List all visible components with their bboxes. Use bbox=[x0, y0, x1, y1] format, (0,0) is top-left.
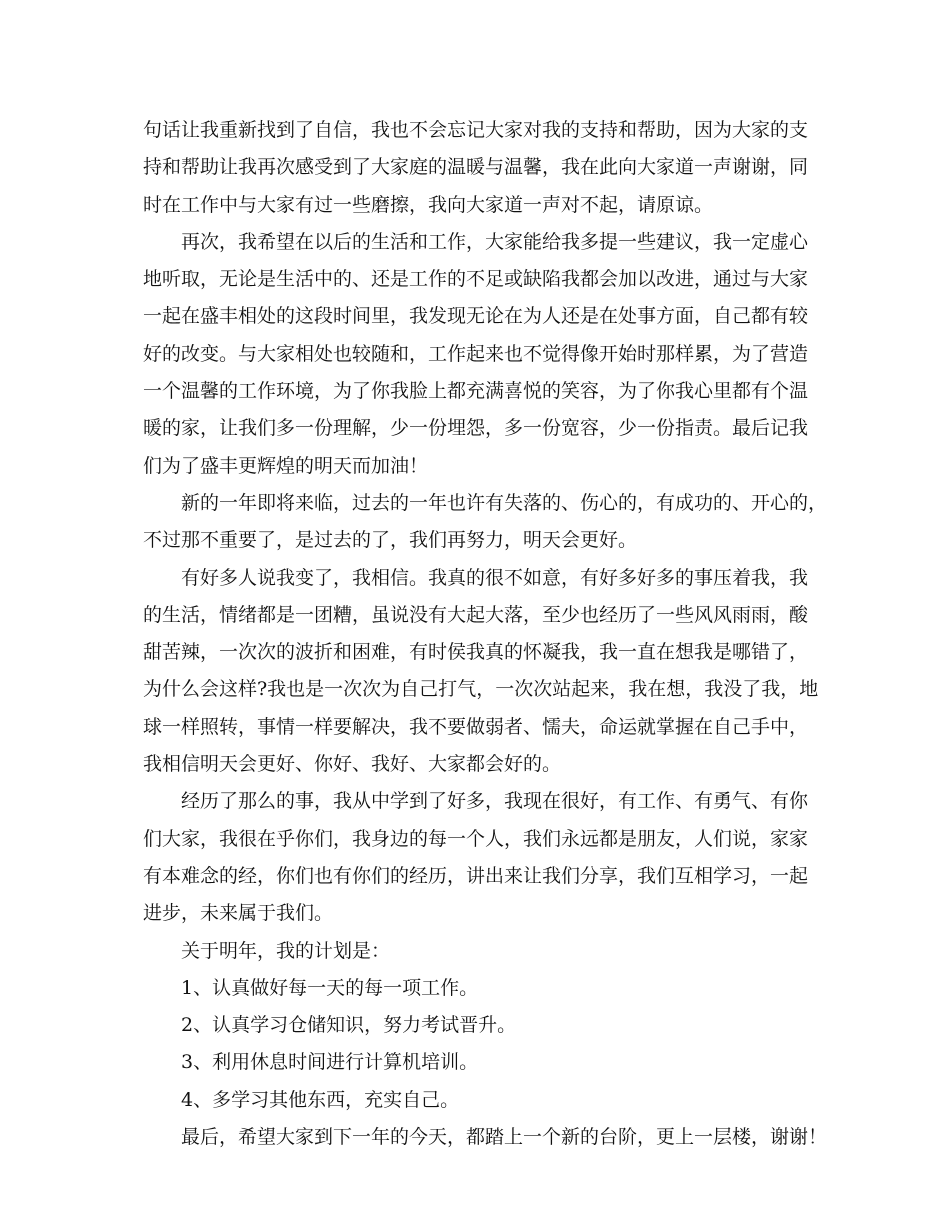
document-body bbox=[143, 112, 828, 1156]
paragraph-line: 我相信明天会更好、你好、我好、大家都会好的。 bbox=[143, 753, 562, 776]
paragraph-line: 暖的家，让我们多一份理解，少一份埋怨，多一份宽容，少一份指责。最后记我 bbox=[143, 417, 809, 440]
paragraph-line: 再次，我希望在以后的生活和工作，大家能给我多提一些建议，我一定虚心 bbox=[181, 230, 809, 253]
paragraph-line: 甜苦辣，一次次的波折和困难，有时侯我真的怀凝我，我一直在想我是哪错了， bbox=[143, 641, 809, 664]
plan-intro: 关于明年，我的计划是： bbox=[181, 939, 391, 962]
paragraph-line: 时在工作中与大家有过一些磨擦，我向大家道一声对不起，请原谅。 bbox=[143, 193, 714, 216]
paragraph-line: 为什么会这样?我也是一次次为自己打气，一次次站起来，我在想，我没了我，地 bbox=[143, 678, 819, 701]
paragraph-line: 一起在盛丰相处的这段时间里，我发现无论在为人还是在处事方面，自己都有较 bbox=[143, 305, 809, 328]
plan-item: 1、认真做好每一天的每一项工作。 bbox=[181, 976, 479, 999]
paragraph-line: 句话让我重新找到了自信，我也不会忘记大家对我的支持和帮助，因为大家的支 bbox=[143, 119, 809, 141]
paragraph-line: 的生活，情绪都是一团糟，虽说没有大起大落，至少也经历了一些风风雨雨，酸 bbox=[143, 603, 809, 626]
paragraph-line: 有好多人说我变了，我相信。我真的很不如意，有好多好多的事压着我，我 bbox=[181, 566, 809, 589]
paragraph-line: 好的改变。与大家相处也较随和，工作起来也不觉得像开始时那样累，为了营造 bbox=[143, 342, 809, 365]
paragraph-line: 持和帮助让我再次感受到了大家庭的温暖与温馨，我在此向大家道一声谢谢，同 bbox=[143, 156, 809, 179]
paragraph-line: 球一样照转，事情一样要解决，我不要做弱者、懦夫，命运就掌握在自己手中， bbox=[143, 715, 809, 738]
paragraph-line: 新的一年即将来临，过去的一年也许有失落的、伤心的，有成功的、开心的， bbox=[181, 491, 828, 514]
paragraph-line: 有本难念的经，你们也有你们的经历，讲出来让我们分享，我们互相学习，一起 bbox=[143, 864, 809, 887]
closing-line: 最后，希望大家到下一年的今天，都踏上一个新的台阶，更上一层楼，谢谢！ bbox=[181, 1126, 828, 1149]
paragraph-line: 不过那不重要了，是过去的了，我们再努力，明天会更好。 bbox=[143, 529, 638, 552]
plan-item: 4、多学习其他东西，充实自己。 bbox=[181, 1088, 460, 1111]
plan-item: 3、利用休息时间进行计算机培训。 bbox=[181, 1051, 479, 1074]
paragraph-line: 一个温馨的工作环境，为了你我脸上都充满喜悦的笑容，为了你我心里都有个温 bbox=[143, 380, 809, 403]
paragraph-line: 进步，未来属于我们。 bbox=[143, 902, 334, 925]
paragraph-line: 们为了盛丰更辉煌的明天而加油！ bbox=[143, 454, 429, 477]
plan-item: 2、认真学习仓储知识，努力考试晋升。 bbox=[181, 1014, 517, 1037]
paragraph-line: 地听取，无论是生活中的、还是工作的不足或缺陷我都会加以改进，通过与大家 bbox=[143, 268, 809, 291]
paragraph-line: 们大家，我很在乎你们，我身边的每一个人，我们永远都是朋友，人们说，家家 bbox=[143, 827, 809, 850]
paragraph-line: 经历了那么的事，我从中学到了好多，我现在很好，有工作、有勇气、有你 bbox=[181, 790, 809, 813]
